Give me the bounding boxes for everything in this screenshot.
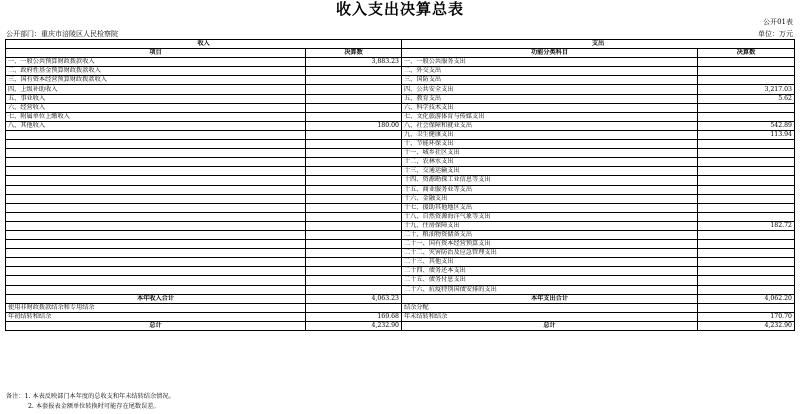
table-row bbox=[6, 103, 795, 112]
income-item-cell: 七、附属单位上缴收入 bbox=[6, 112, 306, 121]
carryover-row bbox=[6, 312, 795, 321]
expense-item-cell: 四、公共安全支出 bbox=[402, 85, 698, 94]
expense-item-cell: 二十五、债务付息支出 bbox=[402, 276, 698, 285]
table-row bbox=[6, 167, 795, 176]
expense-item-cell: 十四、资源勘探工业信息等支出 bbox=[402, 176, 698, 185]
expense-value-cell bbox=[698, 112, 795, 121]
income-item-cell bbox=[6, 140, 306, 149]
income-value-cell bbox=[306, 221, 402, 230]
income-value-cell bbox=[306, 140, 402, 149]
expense-item-cell: 十七、援助其他地区支出 bbox=[402, 203, 698, 212]
expense-item-cell: 七、文化旅游体育与传媒支出 bbox=[402, 112, 698, 121]
income-value-cell bbox=[306, 194, 402, 203]
income-item-cell: 六、经营收入 bbox=[6, 103, 306, 112]
begin-balance-value: 169.68 bbox=[306, 312, 402, 321]
expense-item-cell: 十、节能环保支出 bbox=[402, 140, 698, 149]
expense-item-cell: 八、社会保障和就业支出 bbox=[402, 121, 698, 130]
expense-value-cell bbox=[698, 249, 795, 258]
income-value-cell bbox=[306, 85, 402, 94]
table-row bbox=[6, 212, 795, 221]
expense-item-cell: 一、一般公共服务支出 bbox=[402, 58, 698, 67]
expense-item-cell: 二十一、国有资本经营预算支出 bbox=[402, 240, 698, 249]
income-value-cell bbox=[306, 67, 402, 76]
income-value-cell bbox=[306, 176, 402, 185]
table-row bbox=[6, 230, 795, 239]
table-row bbox=[6, 240, 795, 249]
expense-value-cell bbox=[698, 67, 795, 76]
total-expense-value: 4,232.90 bbox=[698, 321, 795, 330]
income-value-cell bbox=[306, 285, 402, 294]
expense-item-cell: 六、科学技术支出 bbox=[402, 103, 698, 112]
income-item-cell bbox=[6, 267, 306, 276]
table-row bbox=[6, 176, 795, 185]
year-total-row bbox=[6, 294, 795, 303]
expense-item-cell: 十五、商业服务业等支出 bbox=[402, 185, 698, 194]
income-value-cell bbox=[306, 112, 402, 121]
year-income-label: 本年收入合计 bbox=[6, 294, 306, 303]
section-header-row bbox=[6, 40, 795, 49]
table-row bbox=[6, 276, 795, 285]
note-1: 备注：1. 本表反映部门本年度的总收支和年末结转结余情况。 bbox=[6, 393, 175, 400]
expense-item-cell: 十八、自然资源海洋气象等支出 bbox=[402, 212, 698, 221]
expense-item-cell: 十一、城乡社区支出 bbox=[402, 149, 698, 158]
expense-value-cell bbox=[698, 149, 795, 158]
expense-value-cell bbox=[698, 194, 795, 203]
income-item-cell bbox=[6, 285, 306, 294]
expense-value-cell bbox=[698, 167, 795, 176]
expense-value-cell bbox=[698, 176, 795, 185]
income-value-cell: 3,883.23 bbox=[306, 58, 402, 67]
amount-header: 决算数 bbox=[306, 49, 402, 58]
table-row bbox=[6, 285, 795, 294]
end-balance-value: 170.70 bbox=[698, 312, 795, 321]
income-value-cell bbox=[306, 76, 402, 85]
expense-value-cell bbox=[698, 212, 795, 221]
expense-value-cell bbox=[698, 203, 795, 212]
expense-value-cell bbox=[698, 185, 795, 194]
total-expense-label: 总计 bbox=[402, 321, 698, 330]
income-item-cell: 五、事业收入 bbox=[6, 94, 306, 103]
expense-value-cell bbox=[698, 258, 795, 267]
income-item-cell bbox=[6, 203, 306, 212]
note-2: 2. 本套报表金额单位转换时可能存在尾数误差。 bbox=[28, 403, 160, 410]
income-value-cell bbox=[306, 203, 402, 212]
expense-value-cell: 542.89 bbox=[698, 121, 795, 130]
table-row bbox=[6, 121, 795, 130]
income-value-cell bbox=[306, 103, 402, 112]
surplus-dist-value bbox=[698, 303, 795, 312]
income-item-cell bbox=[6, 167, 306, 176]
year-income-value: 4,063.23 bbox=[306, 294, 402, 303]
expense-item-cell: 十九、住房保障支出 bbox=[402, 221, 698, 230]
income-item-cell: 一、一般公共预算财政拨款收入 bbox=[6, 58, 306, 67]
income-value-cell bbox=[306, 258, 402, 267]
income-item-cell bbox=[6, 176, 306, 185]
income-value-cell bbox=[306, 230, 402, 239]
expense-item-cell: 九、卫生健康支出 bbox=[402, 130, 698, 139]
table-row bbox=[6, 85, 795, 94]
expense-item-cell: 二十、粮油物资储备支出 bbox=[402, 230, 698, 239]
page-title: 收入支出决算总表 bbox=[335, 0, 464, 18]
department-label: 公开部门：重庆市涪陵区人民检察院 bbox=[6, 30, 118, 38]
begin-balance-label: 年初结转和结余 bbox=[6, 312, 306, 321]
income-expense-table bbox=[5, 39, 795, 331]
expense-value-cell: 182.72 bbox=[698, 221, 795, 230]
table-row bbox=[6, 221, 795, 230]
table-row bbox=[6, 194, 795, 203]
expense-item-cell: 十六、金融支出 bbox=[402, 194, 698, 203]
func-item-header: 功能分类科目 bbox=[402, 49, 698, 58]
expense-item-cell: 三、国防支出 bbox=[402, 76, 698, 85]
income-item-cell bbox=[6, 230, 306, 239]
expense-value-cell bbox=[698, 140, 795, 149]
expense-value-cell: 3,217.03 bbox=[698, 85, 795, 94]
expense-header: 支出 bbox=[402, 40, 795, 49]
expense-value-cell bbox=[698, 58, 795, 67]
expense-item-cell: 二十六、抗疫特别国债安排的支出 bbox=[402, 285, 698, 294]
expense-value-cell bbox=[698, 76, 795, 85]
use-fund-value bbox=[306, 303, 402, 312]
expense-value-cell bbox=[698, 267, 795, 276]
income-item-cell bbox=[6, 240, 306, 249]
total-income-value: 4,232.90 bbox=[306, 321, 402, 330]
income-value-cell bbox=[306, 94, 402, 103]
income-item-cell: 三、国有资本经营预算财政拨款收入 bbox=[6, 76, 306, 85]
expense-item-cell: 二十二、灾害防治及应急管理支出 bbox=[402, 249, 698, 258]
expense-value-cell: 5.62 bbox=[698, 94, 795, 103]
expense-value-cell: 113.94 bbox=[698, 130, 795, 139]
expense-item-cell: 二、外交支出 bbox=[402, 67, 698, 76]
income-value-cell bbox=[306, 249, 402, 258]
income-value-cell: 180.00 bbox=[306, 121, 402, 130]
table-row bbox=[6, 158, 795, 167]
expense-value-cell bbox=[698, 103, 795, 112]
income-item-cell: 四、上级补助收入 bbox=[6, 85, 306, 94]
footnotes bbox=[6, 392, 175, 412]
expense-amount-header: 决算数 bbox=[698, 49, 795, 58]
income-item-cell bbox=[6, 185, 306, 194]
year-expense-label: 本年支出合计 bbox=[402, 294, 698, 303]
income-value-cell bbox=[306, 212, 402, 221]
income-item-cell bbox=[6, 158, 306, 167]
expense-item-cell: 十二、农林水支出 bbox=[402, 158, 698, 167]
income-item-cell bbox=[6, 194, 306, 203]
unit-label: 单位：万元 bbox=[758, 30, 793, 38]
income-item-cell bbox=[6, 258, 306, 267]
expense-value-cell bbox=[698, 276, 795, 285]
expense-value-cell bbox=[698, 285, 795, 294]
income-value-cell bbox=[306, 185, 402, 194]
column-header-row bbox=[6, 49, 795, 58]
table-row bbox=[6, 258, 795, 267]
income-value-cell bbox=[306, 130, 402, 139]
year-expense-value: 4,062.20 bbox=[698, 294, 795, 303]
table-row bbox=[6, 130, 795, 139]
form-number: 公开01表 bbox=[763, 18, 793, 26]
item-header: 项目 bbox=[6, 49, 306, 58]
surplus-dist-label: 结余分配 bbox=[402, 303, 698, 312]
income-value-cell bbox=[306, 158, 402, 167]
use-fund-label: 使用非财政拨款结余和专用结余 bbox=[6, 303, 306, 312]
income-item-cell bbox=[6, 212, 306, 221]
income-item-cell bbox=[6, 276, 306, 285]
income-item-cell bbox=[6, 130, 306, 139]
table-row bbox=[6, 94, 795, 103]
expense-value-cell bbox=[698, 230, 795, 239]
expense-item-cell: 二十三、其他支出 bbox=[402, 258, 698, 267]
end-balance-label: 年末结转和结余 bbox=[402, 312, 698, 321]
table-row bbox=[6, 76, 795, 85]
expense-value-cell bbox=[698, 240, 795, 249]
income-value-cell bbox=[306, 167, 402, 176]
income-value-cell bbox=[306, 267, 402, 276]
fund-use-row bbox=[6, 303, 795, 312]
income-value-cell bbox=[306, 240, 402, 249]
table-row bbox=[6, 267, 795, 276]
income-item-cell bbox=[6, 221, 306, 230]
table-row bbox=[6, 149, 795, 158]
income-item-cell: 二、政府性基金预算财政拨款收入 bbox=[6, 67, 306, 76]
income-item-cell bbox=[6, 149, 306, 158]
table-row bbox=[6, 249, 795, 258]
expense-item-cell: 二十四、债务还本支出 bbox=[402, 267, 698, 276]
table-row bbox=[6, 58, 795, 67]
total-income-label: 总计 bbox=[6, 321, 306, 330]
income-value-cell bbox=[306, 149, 402, 158]
expense-item-cell: 十三、交通运输支出 bbox=[402, 167, 698, 176]
table-row bbox=[6, 203, 795, 212]
income-item-cell: 八、其他收入 bbox=[6, 121, 306, 130]
income-header: 收入 bbox=[6, 40, 402, 49]
table-row bbox=[6, 67, 795, 76]
expense-value-cell bbox=[698, 158, 795, 167]
table-row bbox=[6, 140, 795, 149]
expense-item-cell: 五、教育支出 bbox=[402, 94, 698, 103]
grand-total-row bbox=[6, 321, 795, 330]
table-row bbox=[6, 112, 795, 121]
income-item-cell bbox=[6, 249, 306, 258]
table-row bbox=[6, 185, 795, 194]
income-value-cell bbox=[306, 276, 402, 285]
